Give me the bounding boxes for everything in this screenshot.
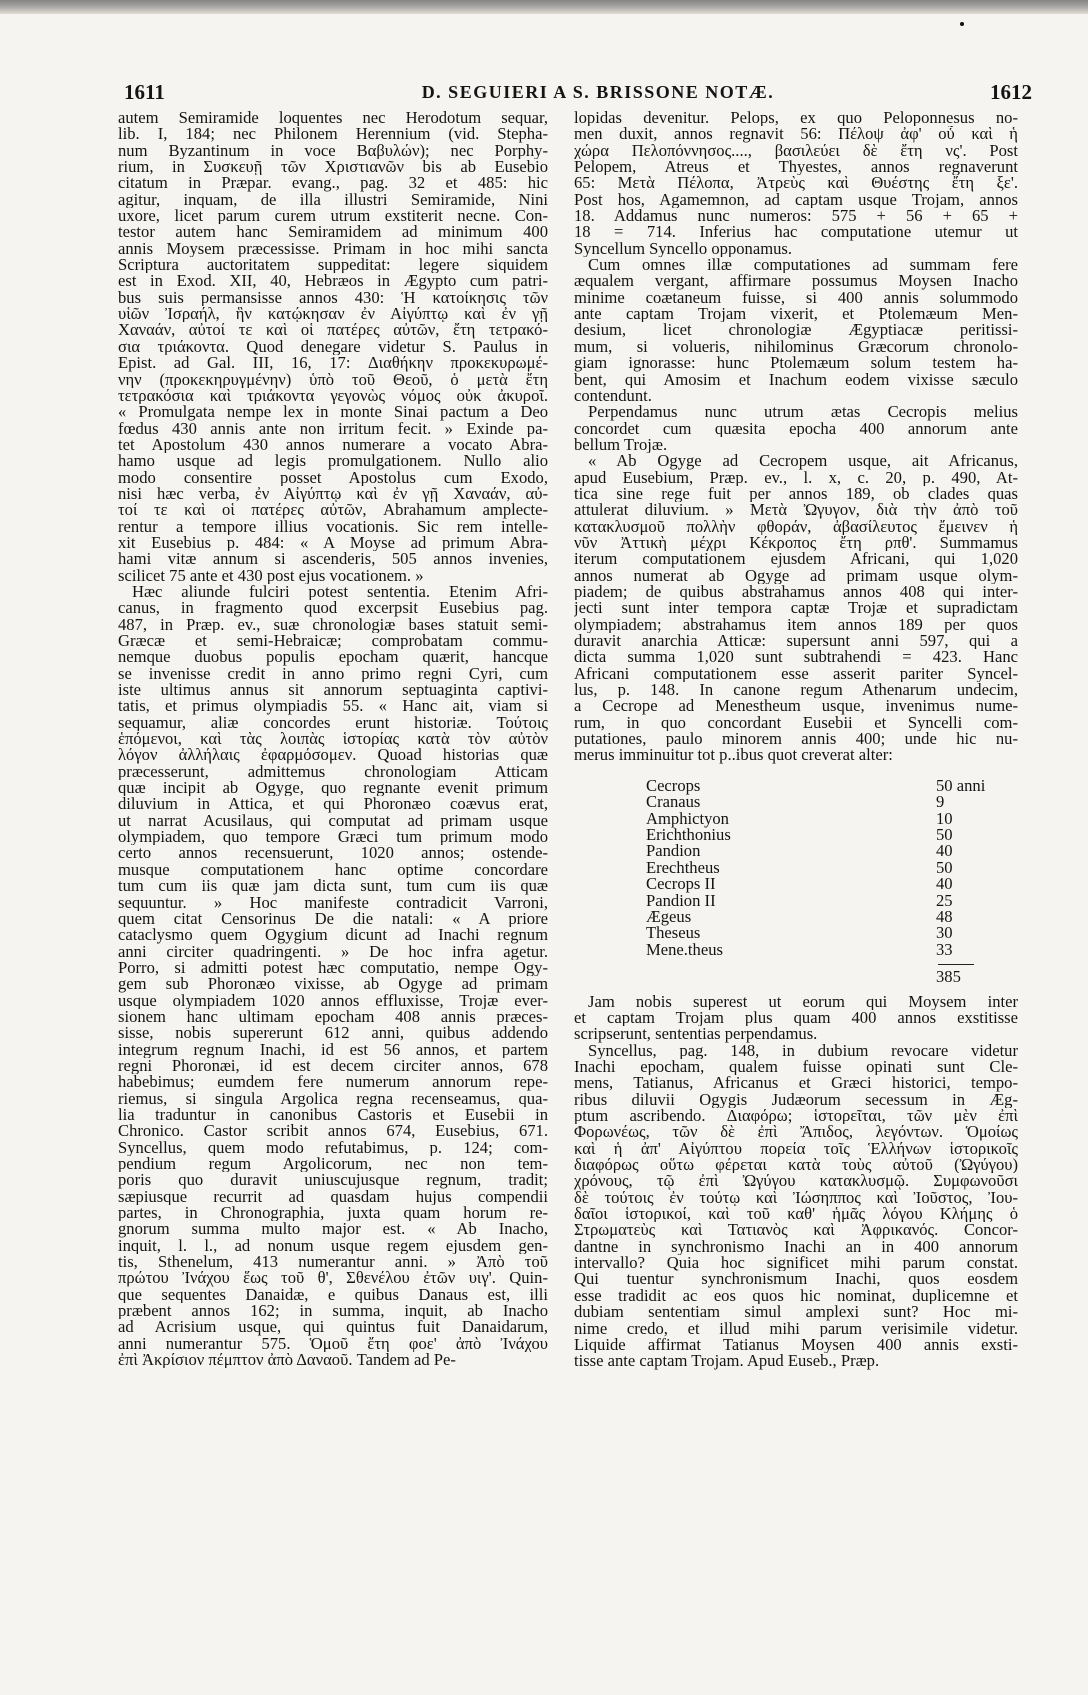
text-line: ribus diluvii Ogygis Judæorum secessum in Æg- [574,1091,1018,1109]
text-line: testor autem hanc Semiramidem ad minimum 400 [118,224,548,241]
text-line: Hæc aliunde fulciri potest sententia. Etenim Afri- [132,583,548,601]
text-line: poris quo duravit uniuscujusque regnum, tradit; [118,1172,548,1189]
text-line: « Promulgata nempe lex in monte Sinai pactum a Deo [118,404,548,421]
text-line: Syncellum Syncello opponamus. [574,240,793,258]
text-line: τετρακόσια καὶ τριάκοντα γεγονὼς νόμος οὐκ ἀκυροῖ. [118,387,548,405]
years-value: 48 [936,907,953,926]
text-line: dantne in synchronismo Inachi an in 400 annorum [574,1238,1018,1256]
page-header [124,80,1032,110]
text-line: νῦν Ἀττικὴ μέχρι Κέκροπος ἔτη ρπθ'. Summamus [574,534,1018,552]
running-title: D. SEGUIERI A S. BRISSONE NOTÆ. [421,82,775,102]
text-line: « Ab Ogyge ad Cecropem usque, ait Africanus, [588,453,1018,470]
text-line: scripserunt, sententias perpendamus. [574,1026,818,1043]
text-line: autem Semiramide loquentes nec Herodotum sequar, [118,110,548,127]
text-line: dicta summa 1,020 sunt subtrahendi = 423. Hanc [574,649,1018,666]
text-line: partes, in Chronographia, juxta quam horum re- [118,1205,548,1222]
text-line: duravit anarchia Atticæ: supersunt anni 597, qui a [574,633,1018,650]
athenian-kings-table [646,775,988,987]
text-line: tum cum iis quæ jam dicta sunt, tum cum iis quæ [118,878,548,895]
text-line: annis Moysem præcessisse. Primam in hoc mihi sancta [118,240,548,258]
left-column [118,110,548,1368]
years-value: 50 [936,857,953,877]
text-line: anni circiter quadringenti. » De hoc infra agetur. [118,943,548,960]
text-line: iterum computationem ejusdem Africani, qui 1,020 [574,551,1018,568]
king-name: Cranaus [646,792,701,812]
text-line: integrum regnum Inachi, id est 56 annos, et partem [118,1041,548,1058]
text-line: Græcæ et semi-Hebraicæ; comprobatam commu- [118,633,548,650]
text-line: bellum Trojæ. [574,436,668,454]
text-line: Χαναάν, αὐτοί τε καὶ οἱ πατέρες αὐτῶν, ἔτη τετρακό- [118,322,548,339]
text-line: σια τριάκοντα. Quod denegare videtur S. Paulus in [118,338,548,356]
text-line: χρόνους, τῷ ἐπὶ Ὠγύγου κατακλυσμῷ. Συμφωνοῦσι [574,1173,1018,1190]
text-line: mens, Tatianus, Africanus et Græci historici, tempo- [574,1075,1018,1092]
text-line: Qui tuentur synchronismum Inachi, quos eosdem [574,1271,1018,1288]
text-line: mum, si volueris, nihilominus Græcorum chronolo- [574,338,1018,356]
text-line: lopidas devenitur. Pelops, ex quo Peloponnesus no- [574,110,1018,127]
king-name: Ægeus [646,907,692,926]
text-line: cataclysmo quem Ogygium dicunt ad Inachi regnum [118,927,548,944]
text-line: nime credo, et illud mihi parum verisimile videtur. [574,1320,1018,1337]
text-line: sæpiusque recurrit ad quasdam hujus compendii [118,1188,548,1206]
text-line: intervallo? Quia hoc significet mihi parum constat. [574,1255,1018,1272]
text-line: quem citat Censorinus De die natali: « A priore [118,910,548,928]
years-value: 10 [936,808,953,828]
text-line: apud Eusebium, Præp. ev., l. x, c. 20, p. 490, At- [574,469,1018,486]
text-line: diluvium in Attica, et qui Phoronæo coævus erat, [118,796,548,813]
text-line: rum, in quo concordant Eusebii et Syncelli com- [574,714,1018,732]
text-line: νην (προκεκηρυγμένην) ὑπὸ τοῦ Θεοῦ, ὁ μετὰ ἔτη [118,371,548,388]
text-line: sisse, nobis supererunt 612 anni, quibus addendo [118,1025,548,1042]
king-name: Amphictyon [646,808,729,828]
text-line: attulerat diluvium. » Μετὰ Ὠγυγον, διὰ τὴν ἀπὸ τοῦ [574,502,1018,519]
text-line: ἐπὶ Ἀκρίσιον πέμπτον ἀπὸ Δαναοῦ. Tandem ad Pe- [118,1352,456,1369]
text-line: riemus, si singula Argolica regna recenseamus, qua- [118,1090,548,1107]
text-line: Cum omnes illæ computationes ad summam fere [588,257,1018,274]
text-line: usque olympiadem 1020 annos effluxisse, Trojæ ever- [118,992,548,1009]
text-line: lia traduntur in canonibus Castoris et Eusebii in [118,1106,548,1124]
text-line: 18. Addamus nunc numeros: 575 + 56 + 65 + [574,208,1018,225]
text-line: musque computationem hanc optime concordare [118,861,548,879]
text-line: διαφόρως οὕτω φέρεται κατὰ τοὺς αὐτοῦ (Ὠγύγου) [574,1157,1018,1174]
text-line: bent, qui Amosim et Inachum eodem vixisse sæculo [574,371,1018,388]
text-line: men duxit, annos regnavit 56: Πέλοψ ἀφ' οὗ καὶ ἡ [574,126,1018,143]
text-line: Inachi epocham, qualem fuisse opinati sunt Cle- [574,1059,1018,1076]
text-line: δὲ τούτοις ἐν τούτῳ καὶ Ἰώσηππος καὶ Ἰοῦστος, Ἰου- [574,1189,1018,1207]
text-line: καὶ ἡ ἀπ' Αἰγύπτου πορεία τοῖς Ἑλλήνων ἱστορικοῖς [574,1140,1018,1158]
text-line: canus, in fragmento quod excerpsit Eusebius pag. [118,600,548,617]
years-value: 25 [936,890,953,910]
text-line: xit Eusebius p. 484: « A Moyse ad primum Abra- [118,534,548,552]
years-value: 40 [936,841,953,861]
text-line: pendium regum Argolicorum, nec non tem- [118,1156,548,1173]
right-column [574,110,1018,1370]
text-line: tet Apostolum 430 annos numerare a vocato Abra- [118,436,548,454]
text-line: nisi hæc verba, ἐν Αἰγύπτῳ καὶ ἐν γῇ Χαναάν, αὐ- [118,485,548,503]
scan-edge [0,0,1088,14]
years-value: 50 [936,824,953,844]
text-line: hamo usque ad legis promulgationem. Nullo alio [118,453,548,470]
text-line: minime coætaneum fuisse, si 400 annis solummodo [574,289,1018,307]
text-line: concordet cum quæsita epocha 400 annorum ante [574,420,1018,437]
king-name: Pandion [646,841,701,861]
text-line: Chronico. Castor scribit annos 674, Eusebius, 671. [118,1123,548,1140]
text-line: inquit, l. l., ad nonum usque regem ejusdem gen- [118,1237,548,1255]
text-line: πρώτου Ἰνάχου ἕως τοῦ θ', Σθενέλου ἐτῶν υιγ'. Quin- [118,1270,548,1287]
text-line: Syncellus, quem modo refutabimus, p. 124; com- [118,1139,548,1156]
text-line: a Cecrope ad Menestheum usque, invenimus nume- [574,698,1018,715]
king-name: Pandion II [646,890,716,910]
text-line: Epist. ad Gal. III, 16, 17: Διαθήκην προκεκυρωμέ- [118,355,548,372]
total-row [646,969,988,985]
text-line: υἱῶν Ἰσραήλ, ἣν κατῴκησαν ἐν Αἰγύπτῳ καὶ ἐν γῇ [118,306,548,323]
text-line: olympiadem, quo tempore Græci tum primum modo [118,829,548,846]
text-line: jecti sunt inter tempora captæ Trojæ et supradictam [574,600,1018,617]
text-line: Liquide affirmat Tatianus Moysen 400 annis exsti- [574,1336,1018,1354]
text-line: lib. I, 184; nec Philonem Herennium (vid. Stepha- [118,126,548,143]
text-line: est in Exod. XII, 40, Hebræos in Ægypto cum patri- [118,273,548,290]
text-line: putationes, paulo minorem annis 400; unde hic nu- [574,731,1018,748]
king-row [646,939,988,959]
total-years: 385 [936,967,961,987]
king-name: Erechtheus [646,857,720,877]
text-line: 487, in Præp. ev., suæ chronologiæ bases statuit semi- [118,616,548,633]
text-line: anni numerantur 575. Ὁμοῦ ἔτη φοε' ἀπὸ Ἰνάχου [118,1335,548,1353]
text-line: quæ incipit ab Ogyge, quo regnante evenit primum [118,780,548,797]
text-line: sionem hanc ultimam epocham 408 annis præces- [118,1008,548,1026]
text-line: præbent annos 162; in summa, inquit, ab Inacho [118,1303,548,1320]
text-line: rentur a tempore illius vocationis. Sic rem intelle- [118,518,548,535]
text-line: modo consentire posset Apostolus cum Exodo, [118,469,548,486]
text-line: Στρωματεὺς καὶ Τατιανὸς καὶ Ἀφρικανός. Concor- [574,1222,1018,1239]
text-line: se invenisse credit in anno primo regni Cyri, cum [118,665,548,683]
text-line: giam ignorasse: hunc Ptolemæum solum testem ha- [574,355,1018,372]
text-line: Pelopem, Atreus et Thyestes, annos regnaverunt [574,159,1018,176]
king-name: Mene.theus [646,939,723,959]
text-line: tatis, et primus olympiadis 55. « Hanc ait, viam si [118,698,548,715]
text-line: ἑπόμενοι, καὶ τὰς λοιπὰς ἱστορίας κατὰ τὸν αὐτὸν [118,731,548,748]
page-number-right: 1612 [990,80,1032,104]
text-line: rium, in Συσκευῇ τῶν Χριστιανῶν bis ab Eusebio [118,159,548,176]
text-line: Porro, si admitti potest hæc computatio, nempe Ogy- [118,959,548,977]
text-line: λόγον ἀλλήλαις ἐφαρμόσομεν. Quoad historias quæ [118,747,548,764]
text-line: nemque duobus populis epocham quærit, hancque [118,649,548,666]
text-line: ad Acrisium usque, qui quintus fuit Danaidarum, [118,1319,548,1336]
text-line: sequamur, aliæ concordes erunt historiæ. Τούτοις [118,714,548,732]
text-line: τοί τε καὶ οἱ πατέρες αὐτῶν, Abrahamum amplecte- [118,502,548,519]
text-line: contendunt. [574,387,652,405]
king-name: Theseus [646,923,701,943]
text-line: piadem; de quibus abstrahamus annos 408 qui inter- [574,583,1018,601]
text-line: tica sine rege fuit per annos 189, ob clades quas [574,485,1018,503]
text-line: citatum in Præpar. evang., pag. 32 et 485: hic [118,175,548,192]
text-line: 65: Μετὰ Πέλοπα, Ἀτρεὺς καὶ Θυέστης ἔτη ξε'. [574,175,1018,192]
text-line: lus, p. 148. In canone regum Athenarum undecim, [574,682,1018,699]
text-line: gem sub Phoronæo vixisse, ab Ogyge ad primam [118,976,548,993]
right-column-bottom-text [574,994,1018,1370]
years-value: 30 [936,923,953,943]
text-line: certo annos recensuerunt, 1020 annos; ostende- [118,845,548,862]
text-line: tis, Sthenelum, 413 numerantur anni. » Ἀπὸ τοῦ [118,1254,548,1271]
text-line: æqualem vergant, affirmare possumus Moysen Inacho [574,273,1018,290]
years-value: 33 [936,939,953,959]
text-line: Φορωνέως, τῶν δὲ ἐπὶ Ἄπιδος, λεγόντων. Ὁμοίως [574,1124,1018,1141]
years-value: 40 [936,874,953,894]
text-line: iste ultimus annus sit annorum septuaginta captivi- [118,682,548,699]
text-line: χώρα Πελοπόννησος...., βασιλεύει δὲ ἔτη νς'. Post [574,142,1018,160]
text-line: esse tradidit ac eos quos hic nominat, duplicemne et [574,1287,1018,1305]
text-line: regni Phoronæi, id est decem circiter annos, 678 [118,1057,548,1075]
text-line: Africani computationem esse asserit pariter Syncel- [574,665,1018,683]
text-line: agitur, inquam, de illa illustri Semiramide, Nini [118,191,548,209]
text-line: bus suis permansisse annos 430: Ἡ κατοίκησις τῶν [118,289,548,307]
text-line: Post hos, Agamemnon, ad captam usque Trojam, annos [574,191,1018,209]
years-value: 50 [936,775,953,795]
text-line: que sequentes Danaidæ, e quibus Danaus est, illi [118,1286,548,1304]
text-line: et captam Trojam plus quam 400 annos exstitisse [574,1009,1018,1027]
text-line: præcesserunt, admittemus chronologiam Atticam [118,763,548,781]
text-line: merus imminuitur tot p..ibus quot creverat alter: [574,747,893,764]
text-line: δαῖοι ἱστορικοί, καὶ τοῦ καθ' ἡμᾶς λόγου Κλήμης ὁ [574,1206,1018,1223]
text-line: gnorum summa multo major est. « Ab Inacho, [118,1221,548,1238]
scan-speck [960,22,964,26]
text-line: scilicet 75 ante et 430 post ejus vocationem. » [118,567,424,584]
text-line: Syncellus, pag. 148, in dubium revocare videtur [588,1042,1018,1059]
text-line: ante captam Trojam vixerit, et Ptolemæum Men- [574,306,1018,323]
text-line: fœdus 430 annis ante non irritum fecit. » Exinde pa- [118,420,548,437]
text-line: Perpendamus nunc utrum ætas Cecropis melius [588,404,1018,421]
text-line: uxore, licet parum curem utrum exstiterit necne. Con- [118,208,548,225]
text-line: 18 = 714. Inferius hac computatione utemur ut [574,224,1018,241]
text-line: num Byzantinum in voce Βαβυλών); nec Porphy- [118,142,548,160]
text-line: desium, licet chronologiæ Ægyptiacæ peritissi- [574,322,1018,339]
text-line: habebimus; eumdem fere numerum annorum repe- [118,1074,548,1091]
text-line: dubiam sententiam simul amplexi sunt? Hoc mi- [574,1304,1018,1321]
years-value: 9 [936,792,945,812]
king-name: Cecrops II [646,874,716,894]
years-unit: anni [952,775,986,795]
text-line: tisse ante captam Trojam. Apud Euseb., Præp. [574,1353,880,1370]
king-name: Cecrops [646,775,701,795]
text-line: olympiadem; abstrahamus item annos 189 per quos [574,616,1018,633]
text-line: Jam nobis superest ut eorum qui Moysem inter [588,993,1018,1010]
text-line: Scriptura auctoritatem suppeditat: legere siquidem [118,257,548,274]
king-name: Erichthonius [646,824,731,844]
right-column-top-text [574,110,1018,764]
text-line: hami vitæ annum si ascenderis, 505 annos invenies, [118,551,548,568]
text-line: annos numerat ab Ogyge ad primam usque olym- [574,567,1018,584]
king-years [936,939,988,959]
text-line: sequuntur. » Hoc manifeste contradicit Varroni, [118,894,548,911]
text-line: κατακλυσμοῦ πολλὴν φθοράν, ἀβασίλευτος ἔμεινεν ἡ [574,518,1018,535]
page-number-left: 1611 [124,80,165,104]
text-line: ptum ascribendo. Διαφόρω; ἱστορεῖται, τῶν μὲν ἐπὶ [574,1108,1018,1125]
sum-rule [938,964,974,965]
text-line: ut narrat Acusilaus, qui computat ad primam usque [118,812,548,830]
